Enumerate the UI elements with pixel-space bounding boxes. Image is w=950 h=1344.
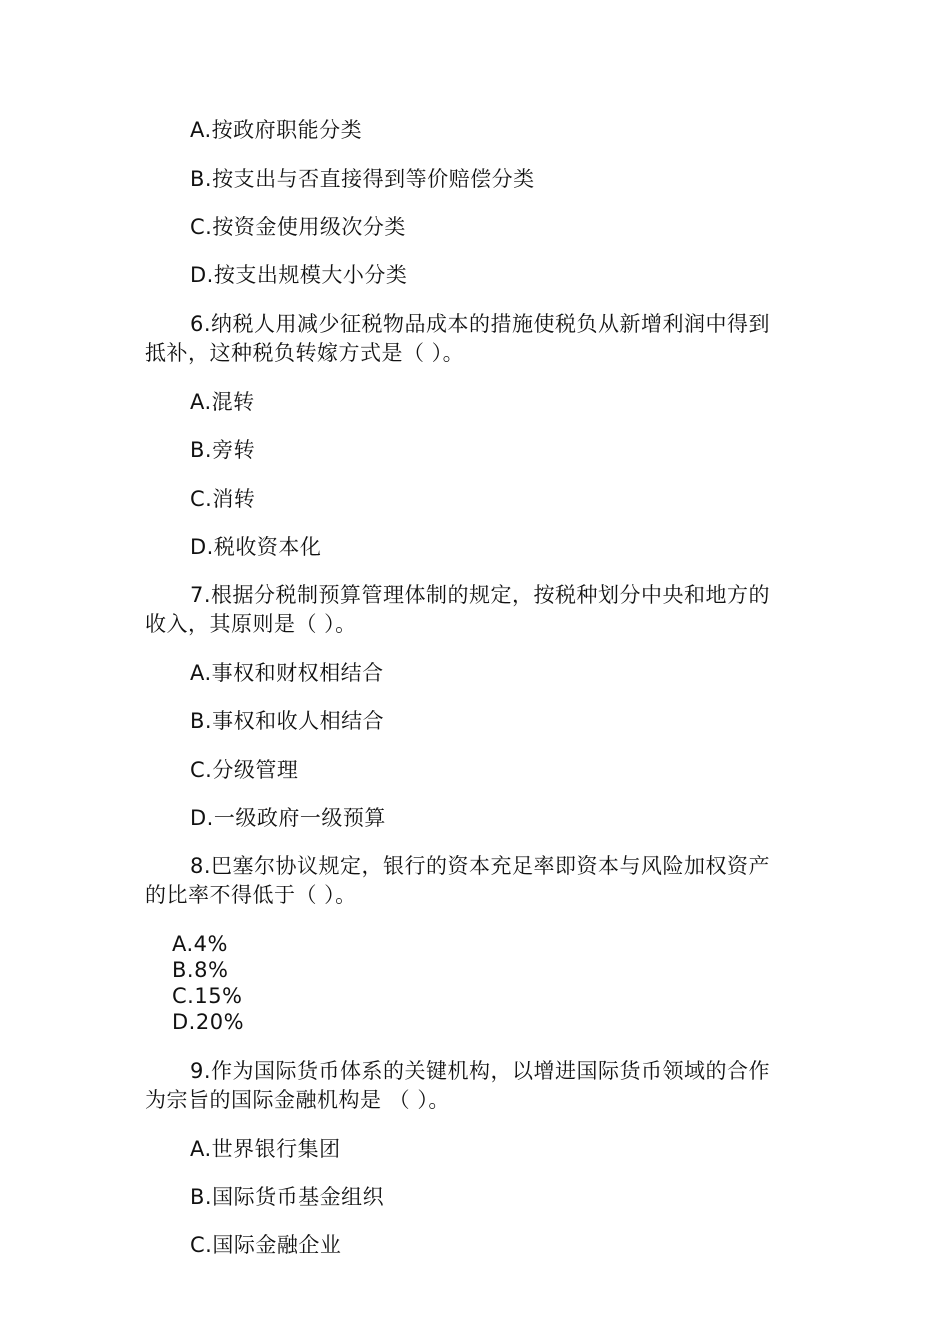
q7-option-a: A.事权和财权相结合 bbox=[190, 661, 384, 685]
q6-option-d: D.税收资本化 bbox=[190, 535, 322, 559]
q9-option-c: C.国际金融企业 bbox=[190, 1233, 342, 1257]
q8-text-line2: 的比率不得低于（ ）。 bbox=[145, 883, 357, 907]
q5-option-c: C.按资金使用级次分类 bbox=[190, 215, 406, 239]
q5-option-a: A.按政府职能分类 bbox=[190, 118, 363, 142]
q6-option-c: C.消转 bbox=[190, 487, 256, 511]
q7-option-b: B.事权和收人相结合 bbox=[190, 709, 385, 733]
q8-option-c: C.15% bbox=[172, 984, 243, 1008]
q8-option-a: A.4% bbox=[172, 932, 228, 956]
q7-text-line2: 收入，其原则是（ ）。 bbox=[145, 612, 357, 636]
q8-text-line1: 8.巴塞尔协议规定，银行的资本充足率即资本与风险加权资产 bbox=[190, 854, 771, 878]
q6-text-line1: 6.纳税人用减少征税物品成本的措施使税负从新增利润中得到 bbox=[190, 312, 771, 336]
q7-text-line1: 7.根据分税制预算管理体制的规定，按税种划分中央和地方的 bbox=[190, 583, 771, 607]
q9-option-b: B.国际货币基金组织 bbox=[190, 1185, 385, 1209]
q9-option-a: A.世界银行集团 bbox=[190, 1137, 341, 1161]
q7-option-d: D.一级政府一级预算 bbox=[190, 806, 386, 830]
q6-text-line2: 抵补，这种税负转嫁方式是（ ）。 bbox=[145, 341, 465, 365]
q7-option-c: C.分级管理 bbox=[190, 758, 299, 782]
q8-option-b: B.8% bbox=[172, 958, 229, 982]
q6-option-b: B.旁转 bbox=[190, 438, 256, 462]
q9-text-line2: 为宗旨的国际金融机构是 （ ）。 bbox=[145, 1088, 450, 1112]
q5-option-b: B.按支出与否直接得到等价赔偿分类 bbox=[190, 167, 535, 191]
q6-option-a: A.混转 bbox=[190, 390, 255, 414]
q8-option-d: D.20% bbox=[172, 1010, 245, 1034]
q5-option-d: D.按支出规模大小分类 bbox=[190, 263, 408, 287]
q9-text-line1: 9.作为国际货币体系的关键机构，以增进国际货币领域的合作 bbox=[190, 1059, 771, 1083]
